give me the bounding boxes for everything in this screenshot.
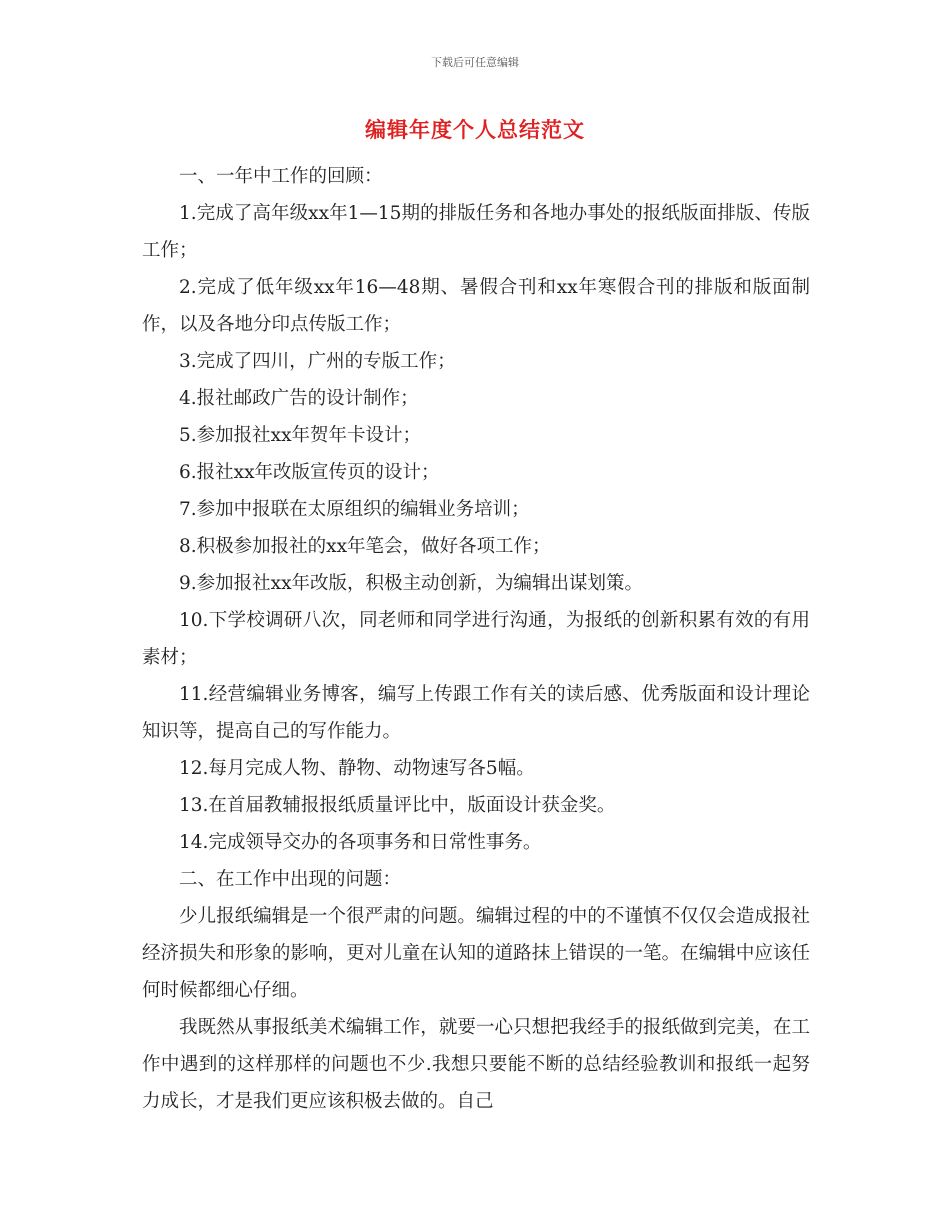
list-item: 12.每月完成人物、静物、动物速写各5幅。: [179, 758, 535, 779]
list-item: 3.完成了四川，广州的专版工作；: [179, 351, 456, 372]
body-paragraph: 少儿报纸编辑是一个很严肃的问题。编辑过程的中的不谨慎不仅仅会造成报社经济损失和形象的影响，更对儿童在认知的道路抹上错误的一笔。在编辑中应该任何时候都细心仔细。: [142, 906, 810, 1001]
section-heading-review: 一、一年中工作的回顾：: [179, 166, 383, 187]
list-item: 10.下学校调研八次，同老师和同学进行沟通，为报纸的创新积累有效的有用素材；: [142, 610, 810, 668]
section-heading-problems: 二、在工作中出现的问题：: [179, 869, 402, 890]
document-body: [142, 158, 810, 1120]
list-item: 7.参加中报联在太原组织的编辑业务培训；: [179, 499, 530, 520]
list-item: 8.积极参加报社的xx年笔会，做好各项工作；: [179, 536, 551, 557]
list-item: 14.完成领导交办的各项事务和日常性事务。: [179, 832, 542, 853]
page-header-note: 下载后可任意编辑: [431, 56, 519, 69]
list-item: 5.参加报社xx年贺年卡设计；: [179, 425, 422, 446]
document-title: 编辑年度个人总结范文: [365, 118, 585, 142]
list-item: 4.报社邮政广告的设计制作；: [179, 388, 419, 409]
list-item: 11.经营编辑业务博客，编写上传跟工作有关的读后感、优秀版面和设计理论知识等，提高自己的写作能力。: [142, 684, 810, 742]
body-paragraph: 我既然从事报纸美术编辑工作，就要一心只想把我经手的报纸做到完美，在工作中遇到的这样那样的问题也不少.我想只要能不断的总结经验教训和报纸一起努力成长，才是我们更应该积极去做的。自己: [142, 1017, 810, 1112]
list-item: 13.在首届教辅报报纸质量评比中，版面设计获金奖。: [179, 795, 616, 816]
list-item: 9.参加报社xx年改版，积极主动创新，为编辑出谋划策。: [179, 573, 644, 594]
list-item: 1.完成了高年级xx年1—15期的排版任务和各地办事处的报纸版面排版、传版工作；: [142, 203, 810, 261]
list-item: 6.报社xx年改版宣传页的设计；: [179, 462, 440, 483]
list-item: 2.完成了低年级xx年16—48期、暑假合刊和xx年寒假合刊的排版和版面制作，以及各地分印点传版工作；: [142, 277, 810, 335]
